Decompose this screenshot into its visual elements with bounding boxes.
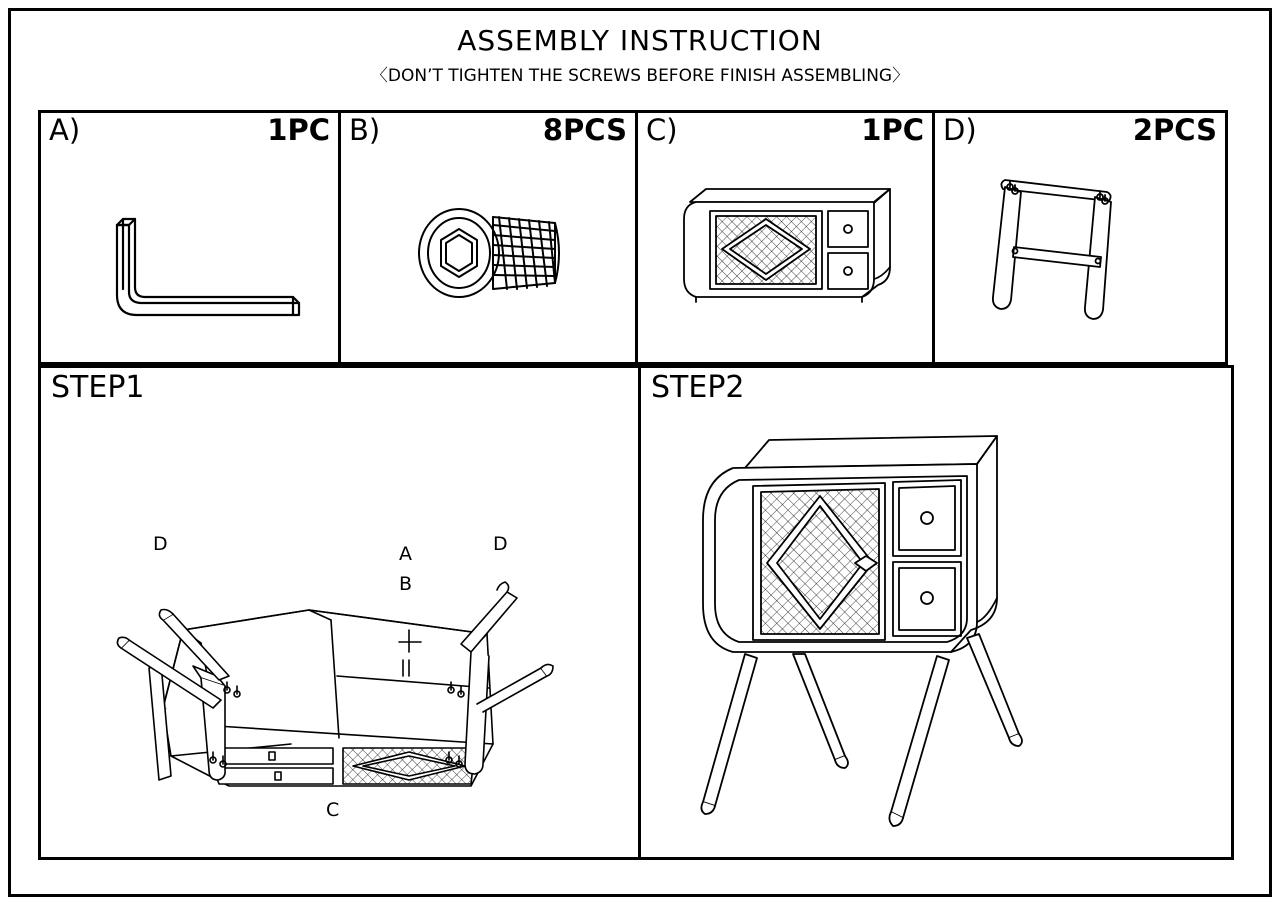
part-qty-c: 1PC <box>861 113 924 147</box>
part-qty-d: 2PCS <box>1132 113 1217 147</box>
part-cell-c <box>635 110 935 365</box>
part-letter-d: D) <box>943 113 977 147</box>
callout-d-right: D <box>493 533 508 555</box>
part-letter-b: B) <box>349 113 381 147</box>
step-1-label: STEP1 <box>51 370 145 405</box>
page-subtitle: 〈DON’T TIGHTEN THE SCREWS BEFORE FINISH ASSEMBLING〉 <box>370 66 910 86</box>
part-qty-a: 1PC <box>267 113 330 147</box>
header <box>0 24 1280 86</box>
part-cell-b <box>338 110 638 365</box>
bolt-screw-icon <box>341 147 635 361</box>
leg-frame-icon <box>935 147 1225 361</box>
allen-key-icon <box>41 147 338 361</box>
step-cell-2 <box>638 365 1234 860</box>
part-letter-c: C) <box>646 113 678 147</box>
part-cell-a <box>38 110 341 365</box>
step-2-diagram <box>641 408 1231 858</box>
step-1-diagram <box>41 408 638 858</box>
part-cell-d <box>932 110 1228 365</box>
parts-list <box>38 110 1234 365</box>
part-qty-b: 8PCS <box>542 113 627 147</box>
callout-c: C <box>326 799 340 821</box>
page-title: ASSEMBLY INSTRUCTION <box>457 24 823 57</box>
step-2-label: STEP2 <box>651 370 745 405</box>
part-letter-a: A) <box>49 113 81 147</box>
callout-d-left: D <box>153 533 168 555</box>
callout-a: A <box>399 543 412 565</box>
step-cell-1 <box>38 365 641 860</box>
callout-b: B <box>399 573 413 595</box>
cabinet-body-icon <box>638 147 932 361</box>
steps-section <box>38 365 1234 860</box>
